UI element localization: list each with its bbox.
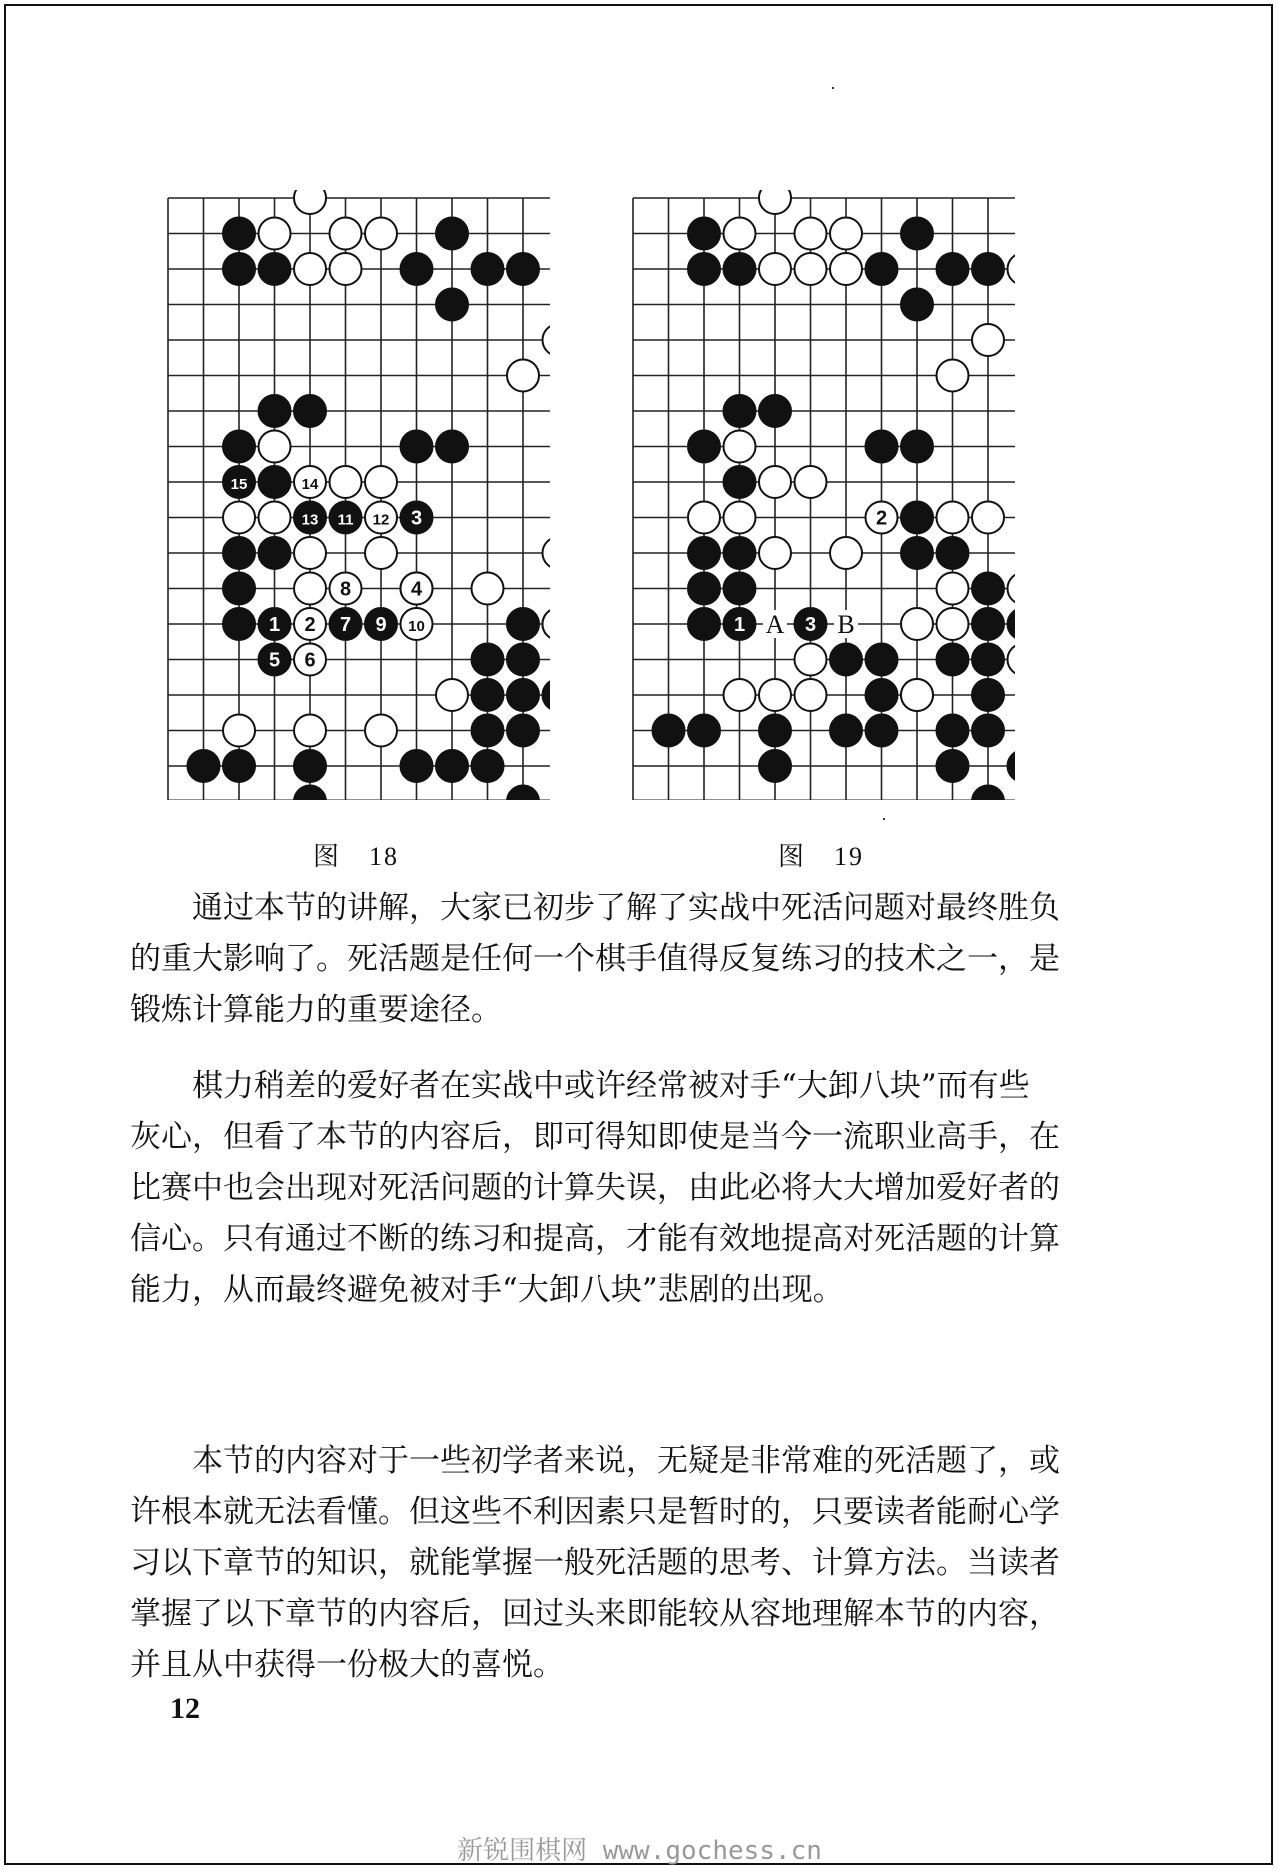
white-stone bbox=[937, 608, 969, 640]
figure-19-caption bbox=[778, 836, 864, 873]
white-stone bbox=[901, 679, 933, 711]
white-stone bbox=[330, 218, 362, 250]
caption-label: 图 bbox=[778, 842, 807, 872]
black-stone bbox=[937, 537, 969, 569]
caption-number: 19 bbox=[834, 842, 865, 871]
white-stone bbox=[795, 253, 827, 285]
white-stone bbox=[294, 573, 326, 605]
black-stone bbox=[688, 218, 720, 250]
white-stone bbox=[830, 253, 862, 285]
black-stone bbox=[401, 750, 433, 782]
white-stone bbox=[972, 502, 1004, 534]
black-stone bbox=[688, 431, 720, 463]
black-stone bbox=[472, 253, 504, 285]
black-stone bbox=[688, 715, 720, 747]
black-stone bbox=[472, 644, 504, 676]
black-stone bbox=[724, 395, 756, 427]
white-stone bbox=[294, 715, 326, 747]
white-stone bbox=[724, 502, 756, 534]
white-stone bbox=[543, 324, 551, 356]
black-stone bbox=[901, 502, 933, 534]
paragraph-1: 通过本节的讲解，大家已初步了解了实战中死活问题对最终胜负的重大影响了。死活题是任何一个棋手值得反复练习的技术之一，是锻炼计算能力的重要途径。 bbox=[130, 890, 1060, 1028]
go-diagram-fig19 bbox=[625, 190, 1015, 800]
go-diagram-fig18 bbox=[160, 190, 550, 800]
black-stone bbox=[937, 750, 969, 782]
white-stone bbox=[365, 537, 397, 569]
white-stone bbox=[724, 679, 756, 711]
white-stone bbox=[1008, 253, 1016, 285]
white-stone bbox=[259, 431, 291, 463]
white-stone bbox=[830, 537, 862, 569]
black-stone bbox=[972, 679, 1004, 711]
black-stone bbox=[223, 431, 255, 463]
white-stone bbox=[436, 679, 468, 711]
print-speck bbox=[883, 818, 885, 820]
black-stone bbox=[436, 431, 468, 463]
move-number: 6 bbox=[304, 649, 316, 672]
white-stone bbox=[759, 466, 791, 498]
black-stone bbox=[223, 750, 255, 782]
black-stone bbox=[866, 679, 898, 711]
white-stone bbox=[759, 253, 791, 285]
white-stone bbox=[724, 431, 756, 463]
black-stone bbox=[901, 431, 933, 463]
black-stone bbox=[901, 289, 933, 321]
black-stone bbox=[259, 466, 291, 498]
move-number: 8 bbox=[339, 578, 352, 601]
black-stone bbox=[972, 608, 1004, 640]
black-stone bbox=[188, 750, 220, 782]
white-stone bbox=[472, 573, 504, 605]
white-stone bbox=[365, 715, 397, 747]
black-stone bbox=[901, 218, 933, 250]
black-stone bbox=[688, 253, 720, 285]
white-stone bbox=[759, 190, 791, 214]
page-number: 12 bbox=[170, 1692, 200, 1725]
white-stone bbox=[330, 253, 362, 285]
black-stone bbox=[223, 537, 255, 569]
black-stone bbox=[866, 253, 898, 285]
caption-label: 图 bbox=[313, 842, 342, 872]
black-stone bbox=[401, 253, 433, 285]
black-stone bbox=[223, 608, 255, 640]
white-stone bbox=[759, 537, 791, 569]
black-stone bbox=[223, 218, 255, 250]
black-stone bbox=[543, 679, 551, 711]
black-stone bbox=[436, 289, 468, 321]
black-stone bbox=[294, 750, 326, 782]
black-stone bbox=[830, 715, 862, 747]
white-stone bbox=[724, 218, 756, 250]
black-stone bbox=[901, 537, 933, 569]
black-stone bbox=[972, 644, 1004, 676]
paragraph-2: 棋力稍差的爱好者在实战中或许经常被对手“大卸八块”而有些灰心，但看了本节的内容后，即可得知即使是当今一流职业高手，在比赛中也会出现对死活问题的计算失误，由此必将大大增加爱好者的信心。只有通过不断的练习和提高，才能有效地提高对死活题的计算能力，从而最终避免被对手“大卸八块”悲剧的出现。 bbox=[130, 1068, 1060, 1308]
black-stone bbox=[972, 253, 1004, 285]
move-number: 4 bbox=[410, 578, 423, 601]
white-stone bbox=[795, 644, 827, 676]
black-stone bbox=[401, 431, 433, 463]
white-stone bbox=[330, 466, 362, 498]
black-stone bbox=[507, 786, 539, 801]
black-stone bbox=[507, 644, 539, 676]
black-stone bbox=[688, 537, 720, 569]
white-stone bbox=[294, 537, 326, 569]
move-number: 12 bbox=[372, 511, 390, 529]
black-stone bbox=[436, 218, 468, 250]
white-stone bbox=[937, 502, 969, 534]
move-number: 15 bbox=[230, 476, 248, 493]
white-stone bbox=[937, 360, 969, 392]
black-stone bbox=[724, 253, 756, 285]
move-number: 14 bbox=[301, 476, 319, 493]
move-number: 1 bbox=[733, 614, 746, 636]
black-stone bbox=[724, 573, 756, 605]
black-stone bbox=[259, 537, 291, 569]
move-number: 3 bbox=[410, 507, 423, 530]
move-number: 13 bbox=[301, 511, 319, 529]
black-stone bbox=[1008, 608, 1016, 640]
move-number: 5 bbox=[268, 649, 281, 672]
move-number: 9 bbox=[375, 614, 387, 636]
paragraph-3: 本节的内容对于一些初学者来说，无疑是非常难的死活题了，或许根本就无法看懂。但这些不利因素只是暂时的，只要读者能耐心学习以下章节的知识，就能掌握一般死活题的思考、计算方法。当读者掌握了以下章节的内容后，回过头来即能较从容地理解本节的内容，并且从中获得一份极大的喜悦。 bbox=[130, 1443, 1060, 1683]
black-stone bbox=[507, 253, 539, 285]
white-stone bbox=[543, 608, 551, 640]
black-stone bbox=[937, 253, 969, 285]
white-stone bbox=[972, 324, 1004, 356]
black-stone bbox=[866, 715, 898, 747]
white-stone bbox=[543, 537, 551, 569]
move-number: 2 bbox=[304, 614, 316, 636]
white-stone bbox=[223, 502, 255, 534]
white-stone bbox=[688, 502, 720, 534]
figure-18-caption bbox=[313, 836, 399, 873]
white-stone bbox=[1008, 573, 1016, 605]
white-stone bbox=[259, 218, 291, 250]
black-stone bbox=[972, 573, 1004, 605]
white-stone bbox=[223, 715, 255, 747]
white-stone bbox=[294, 253, 326, 285]
black-stone bbox=[688, 573, 720, 605]
move-number: 3 bbox=[804, 614, 817, 636]
black-stone bbox=[472, 715, 504, 747]
white-stone bbox=[259, 502, 291, 534]
black-stone bbox=[259, 395, 291, 427]
caption-number: 18 bbox=[369, 842, 400, 871]
white-stone bbox=[795, 218, 827, 250]
move-number: 10 bbox=[408, 618, 425, 635]
print-speck bbox=[832, 87, 834, 89]
black-stone bbox=[724, 466, 756, 498]
black-stone bbox=[507, 608, 539, 640]
move-number: 11 bbox=[337, 511, 354, 529]
black-stone bbox=[866, 431, 898, 463]
black-stone bbox=[294, 395, 326, 427]
black-stone bbox=[472, 679, 504, 711]
white-stone bbox=[365, 466, 397, 498]
white-stone bbox=[795, 466, 827, 498]
black-stone bbox=[759, 715, 791, 747]
black-stone bbox=[507, 679, 539, 711]
white-stone bbox=[1008, 644, 1016, 676]
black-stone bbox=[972, 715, 1004, 747]
black-stone bbox=[724, 537, 756, 569]
white-stone bbox=[937, 573, 969, 605]
black-stone bbox=[1008, 750, 1016, 782]
white-stone bbox=[365, 218, 397, 250]
black-stone bbox=[472, 750, 504, 782]
black-stone bbox=[937, 715, 969, 747]
white-stone bbox=[294, 190, 326, 214]
move-number: 7 bbox=[339, 614, 352, 636]
point-label: B bbox=[837, 610, 855, 639]
black-stone bbox=[259, 253, 291, 285]
black-stone bbox=[653, 715, 685, 747]
point-label: A bbox=[765, 610, 785, 639]
black-stone bbox=[937, 644, 969, 676]
white-stone bbox=[830, 218, 862, 250]
black-stone bbox=[759, 750, 791, 782]
black-stone bbox=[223, 253, 255, 285]
black-stone bbox=[436, 750, 468, 782]
white-stone bbox=[759, 679, 791, 711]
black-stone bbox=[866, 644, 898, 676]
black-stone bbox=[223, 573, 255, 605]
white-stone bbox=[507, 360, 539, 392]
watermark: 新锐围棋网 www.gochess.cn bbox=[457, 1836, 822, 1866]
black-stone bbox=[507, 715, 539, 747]
black-stone bbox=[688, 608, 720, 640]
black-stone bbox=[759, 395, 791, 427]
move-number: 2 bbox=[875, 507, 888, 530]
white-stone bbox=[795, 679, 827, 711]
white-stone bbox=[901, 608, 933, 640]
black-stone bbox=[830, 644, 862, 676]
black-stone bbox=[972, 786, 1004, 801]
black-stone bbox=[294, 786, 326, 801]
move-number: 1 bbox=[268, 614, 281, 636]
